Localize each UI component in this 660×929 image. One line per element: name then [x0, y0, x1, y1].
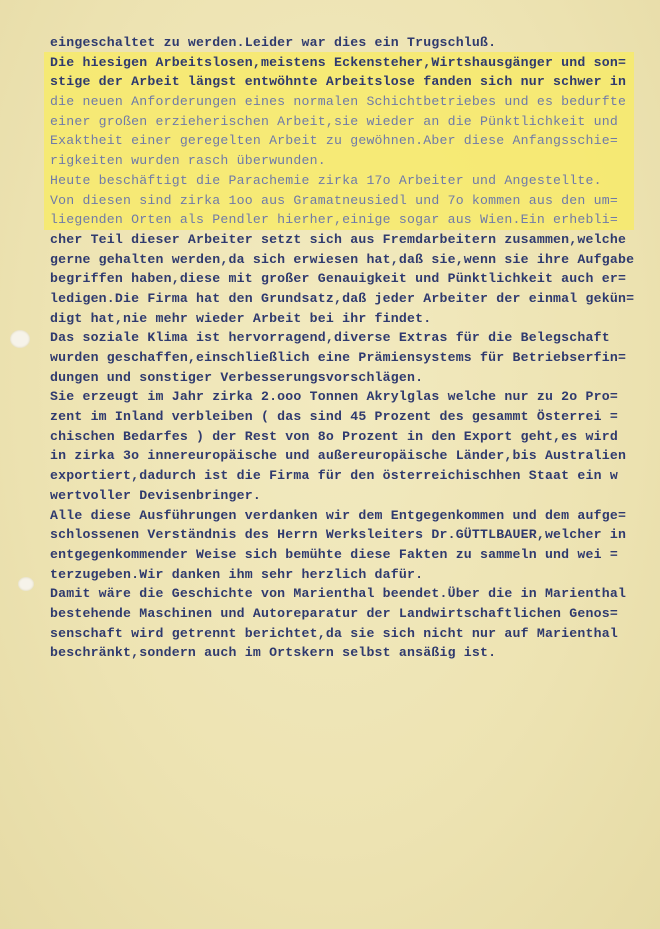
text-line: Exaktheit einer geregelten Arbeit zu gewöhnen.Aber diese Anfangsschie= [50, 133, 618, 149]
text-line: Das soziale Klima ist hervorragend,diverse Extras für die Belegschaft [50, 330, 610, 346]
text-line: liegenden Orten als Pendler hierher,einige sogar aus Wien.Ein erhebli= [50, 212, 618, 228]
text-line: bestehende Maschinen und Autoreparatur der Landwirtschaftlichen Genos= [50, 605, 618, 621]
text-line: Heute beschäftigt die Parachemie zirka 17o Arbeiter und Angestellte. [50, 172, 602, 188]
punch-hole [18, 577, 34, 591]
text-line: cher Teil dieser Arbeiter setzt sich aus Fremdarbeitern zusammen,welche [50, 231, 627, 247]
text-line: Sie erzeugt im Jahr zirka 2.ooo Tonnen Akrylglas welche nur zu 2o Pro= [50, 389, 618, 405]
text-line: beschränkt,sondern auch im Ortskern selbst ansäßig ist. [50, 645, 497, 661]
punch-hole [10, 330, 30, 348]
text-line: rigkeiten wurden rasch überwunden. [50, 153, 326, 169]
text-line: gerne gehalten werden,da sich erwiesen hat,daß sie,wenn sie ihre Aufgabe [50, 251, 635, 267]
text-line: zent im Inland verbleiben ( das sind 45 Prozent des gesammt Österrei = [50, 409, 618, 425]
text-line: Von diesen sind zirka 1oo aus Gramatneusiedl und 7o kommen aus den um= [50, 192, 618, 208]
text-line: entgegenkommender Weise sich bemühte diese Fakten zu sammeln und wei = [50, 546, 618, 562]
text-line: die neuen Anforderungen eines normalen Schichtbetriebes und es bedurfte [50, 94, 627, 110]
text-line: wurden geschaffen,einschließlich eine Prämiensystems für Betriebserfin= [50, 350, 627, 365]
text-line: chischen Bedarfes ) der Rest von 8o Prozent in den Export geht,es wird [50, 428, 618, 444]
typed-text [50, 33, 650, 663]
text-line: schlossenen Verständnis des Herrn Werksleiters Dr.GÜTTLBAUER,welcher in [50, 527, 627, 543]
text-line: digt hat,nie mehr wieder Arbeit bei ihr findet. [50, 310, 432, 326]
text-line: eingeschaltet zu werden.Leider war dies ein Trugschluß. [50, 35, 497, 50]
text-line: ledigen.Die Firma hat den Grundsatz,daß jeder Arbeiter der einmal gekün= [50, 290, 635, 306]
text-line: senschaft wird getrennt berichtet,da sie sich nicht nur auf Marienthal [50, 625, 618, 641]
text-line: terzugeben.Wir danken ihm sehr herzlich dafür. [50, 566, 424, 582]
text-line: Die hiesigen Arbeitslosen,meistens Eckensteher,Wirtshausgänger und son= [50, 54, 627, 70]
text-line: begriffen haben,diese mit großer Genauigkeit und Pünktlichkeit auch er= [50, 271, 627, 287]
text-line: dungen und sonstiger Verbesserungsvorschlägen. [50, 369, 424, 385]
text-line: stige der Arbeit längst entwöhnte Arbeitslose fanden sich nur schwer in [50, 74, 627, 90]
text-line: in zirka 3o innereuropäische und außereuropäische Länder,bis Australien [50, 448, 627, 464]
text-line: Damit wäre die Geschichte von Marienthal beendet.Über die in Marienthal [50, 586, 627, 602]
text-line: wertvoller Devisenbringer. [50, 487, 261, 503]
text-line: exportiert,dadurch ist die Firma für den österreichischhen Staat ein w [50, 468, 618, 484]
text-line: Alle diese Ausführungen verdanken wir dem Entgegenkommen und dem aufge= [50, 507, 627, 523]
text-line: einer großen erzieherischen Arbeit,sie wieder an die Pünktlichkeit und [50, 113, 618, 129]
